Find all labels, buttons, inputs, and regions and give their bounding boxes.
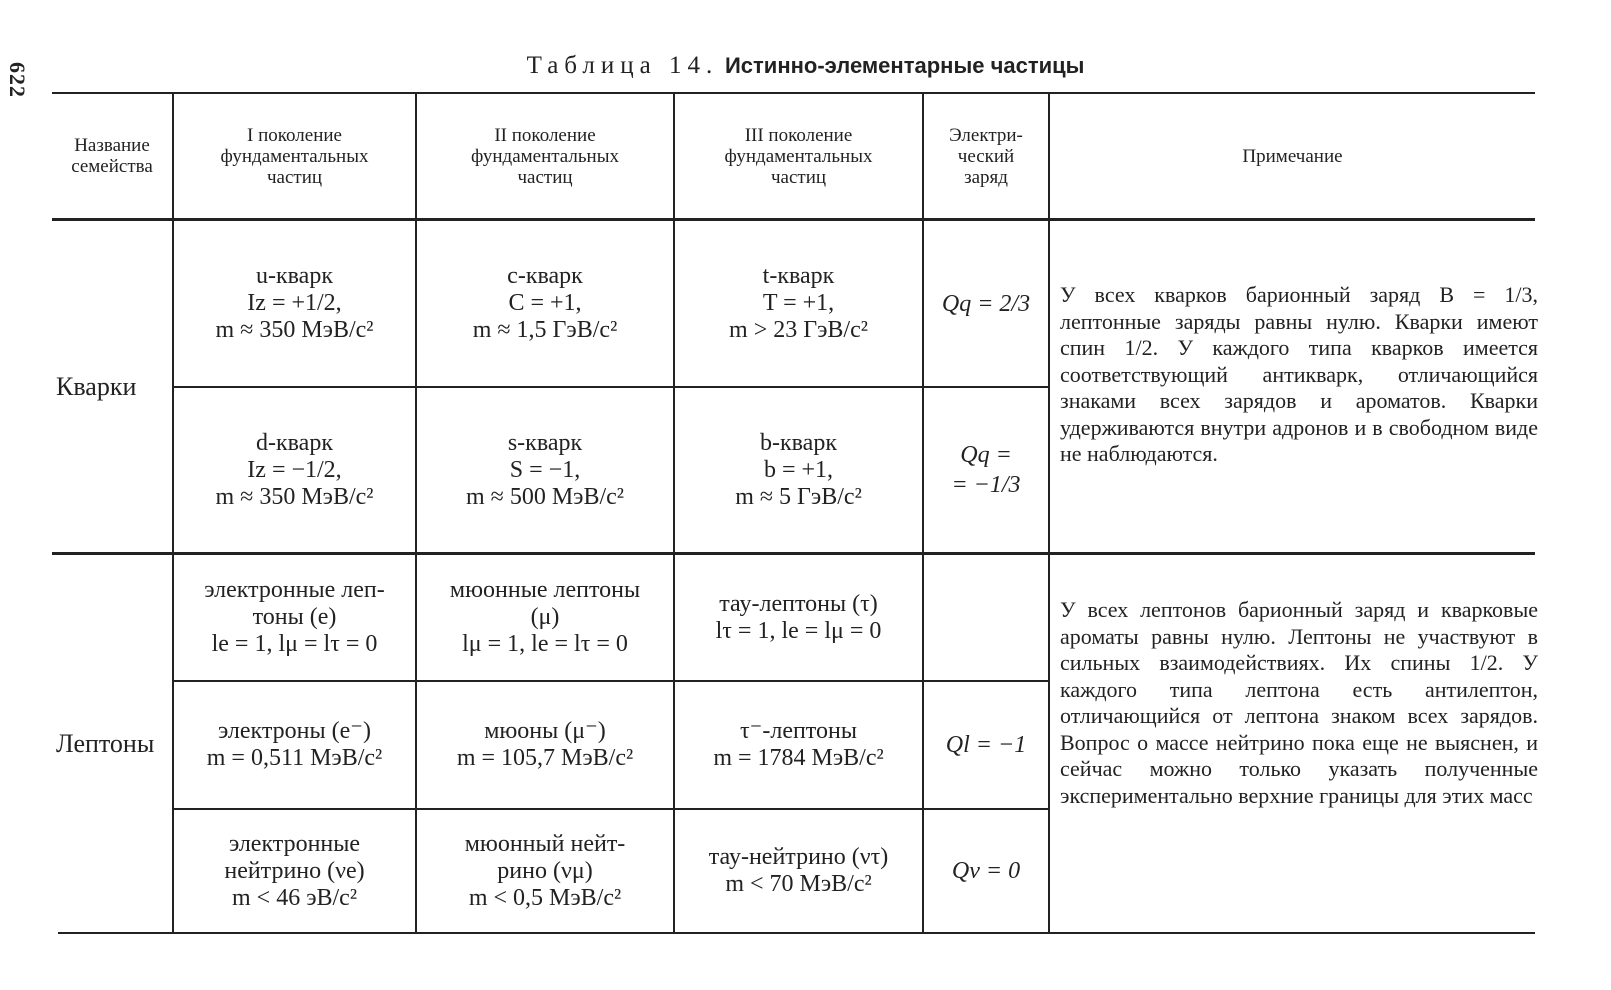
header-note: Примечание: [1242, 145, 1343, 167]
caption-title: Истинно-элементарные частицы: [724, 53, 1085, 78]
rule-bottom: [58, 932, 1535, 934]
charge-charged-leptons: Ql = −1: [945, 732, 1027, 758]
quark-c: c-кварк C = +1, m ≈ 1,5 ГэВ/c²: [472, 263, 618, 343]
quarks-note: У всех кварков барионный заряд B = 1/3, лептонные заряды равны нулю. Кварки имеют спин 1/2. У каждого типа кварков имеется соответствующий антикварк, отличающийся знаками всех зарядов и ароматов. Кварки удерживаются внутри адронов и в свободном виде не наблюдаются.: [1060, 282, 1538, 466]
lepton-muon: мюоны (μ⁻) m = 105,7 МэВ/c²: [456, 718, 634, 771]
lepton-tau-neutrino: тау-нейтрино (ντ) m < 70 МэВ/c²: [708, 844, 889, 897]
lepton-muon-family: мюонные лептоны (μ) lμ = 1, le = lτ = 0: [449, 577, 641, 657]
charge-neutrinos: Qν = 0: [951, 858, 1021, 884]
col-rule-5: [1048, 94, 1050, 932]
leptons-note: У всех лептонов барионный заряд и кварковые ароматы равны нулю. Лептоны не участвуют в сильных взаимодействиях. Их спины 1/2. У каждого типа лептона есть антилептон, отличающийся от лептона знаком всех зарядов. Вопрос о массе нейтрино пока еще не выяснен, и сейчас можно только указать полученные экспериментально верхние границы для этих масс: [1060, 597, 1538, 808]
charge-down-quarks: Qq = = −1/3: [951, 442, 1021, 498]
charge-lepton-families: [924, 555, 1048, 680]
header-gen2: II поколение фундаментальных частиц: [471, 124, 619, 188]
page-number: 622: [5, 62, 30, 98]
family-leptons: Лептоны: [56, 728, 155, 758]
lepton-tau-family: тау-лептоны (τ) lτ = 1, le = lμ = 0: [715, 590, 882, 644]
header-gen3: III поколение фундаментальных частиц: [724, 124, 873, 188]
lepton-tau: τ⁻-лептоны m = 1784 МэВ/c²: [713, 718, 884, 771]
lepton-electron: электроны (e⁻) m = 0,511 МэВ/c²: [206, 718, 383, 771]
lepton-muon-neutrino: мюонный нейт- рино (νμ) m < 0,5 МэВ/c²: [464, 830, 626, 911]
quark-b: b-кварк b = +1, m ≈ 5 ГэВ/c²: [735, 429, 862, 510]
charge-up-quarks: Qq = 2/3: [941, 290, 1031, 317]
table-caption: [0, 52, 1611, 80]
lepton-electron-family: электронные леп- тоны (e) le = 1, lμ = lτ = 0: [204, 577, 385, 657]
quark-s: s-кварк S = −1, m ≈ 500 МэВ/c²: [465, 429, 624, 510]
caption-label: Таблица 14.: [526, 52, 719, 79]
quark-d: d-кварк Iz = −1/2, m ≈ 350 МэВ/c²: [215, 429, 374, 510]
family-quarks: Кварки: [56, 371, 137, 401]
lepton-electron-neutrino: электронные нейтрино (νe) m < 46 эВ/c²: [224, 830, 365, 911]
header-charge: Электри- ческий заряд: [949, 124, 1023, 188]
quark-u: u-кварк Iz = +1/2, m ≈ 350 МэВ/c²: [215, 263, 374, 343]
header-gen1: I поколение фундаментальных частиц: [220, 124, 369, 188]
header-family: Название семейства: [71, 135, 153, 177]
quark-t: t-кварк T = +1, m > 23 ГэВ/c²: [729, 263, 868, 343]
